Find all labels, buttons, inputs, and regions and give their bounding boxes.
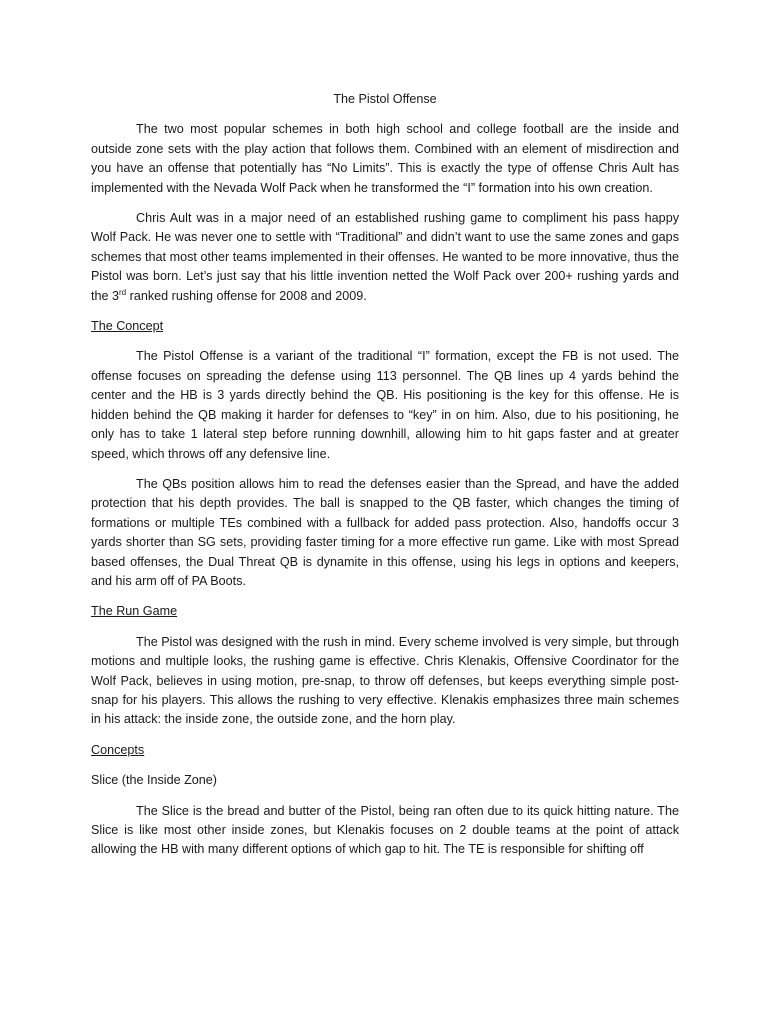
concept-paragraph-2: The QBs position allows him to read the defenses easier than the Spread, and have the added protection that his depth provides. The ball is snapped to the QB faster, which changes the timing of formations or multiple TEs combined with a fullback for added pass protection. Also, handoffs occur 3 yards shorter than SG sets, providing faster timing for a more effective run game. Like with most Spread based offenses, the Dual Threat QB is dynamite in this offense, using his legs in options and keepers, and his arm off of PA Boots. bbox=[91, 476, 679, 588]
concept-paragraph-1: The Pistol Offense is a variant of the traditional “I” formation, except the FB is not used. The offense focuses on spreading the defense using 113 personnel. The QB lines up 4 yards behind the center and the HB is 3 yards directly behind the QB. His positioning is the key for this offense. He is hidden behind the QB making it harder for defenses to “key” in on him. Also, due to his positioning, he only has to take 1 lateral step before running downhill, allowing him to hit gaps faster and at greater speed, which throws off any defensive line. bbox=[91, 349, 679, 461]
intro-paragraph-1: The two most popular schemes in both high school and college football are the inside and outside zone sets with the play action that follows them. Combined with an element of misdirection and you have an offense that potentially has “No Limits”. This is exactly the type of offense Chris Ault has implemented with the Nevada Wolf Pack when he transformed the “I” formation into his own creation. bbox=[91, 122, 679, 195]
section-heading-concept: The Concept bbox=[91, 319, 164, 334]
slice-paragraph-1: The Slice is the bread and butter of the Pistol, being ran often due to its quick hitting nature. The Slice is like most other inside zones, but Klenakis focuses on 2 double teams at the point of attack allowing the HB with many different options of which gap to hit. The TE is responsible for shifting off bbox=[91, 803, 679, 857]
run-game-paragraph-1: The Pistol was designed with the rush in mind. Every scheme involved is very simple, but through motions and multiple looks, the rushing game is effective. Chris Klenakis, Offensive Coordinator for the Wolf Pack, believes in using motion, pre-snap, to throw off defenses, but keeps everything simple post-snap for his players. This allows the rushing to very effective. Klenakis emphasizes three main schemes in his attack: the inside zone, the outside zone, and the horn play. bbox=[91, 634, 679, 727]
section-heading-run-game: The Run Game bbox=[91, 604, 178, 619]
intro-paragraph-2-end: ranked rushing offense for 2008 and 2009. bbox=[126, 288, 367, 303]
document-title: The Pistol Offense bbox=[333, 92, 437, 106]
intro-paragraph-2 bbox=[91, 209, 679, 306]
ordinal-superscript: rd bbox=[119, 287, 127, 297]
intro-paragraph-2-text: Chris Ault was in a major need of an established rushing game to compliment his pass happy Wolf Pack. He was never one to settle with “Traditional” and didn’t want to use the same zones and gaps schemes that most other teams implemented in their offenses. He wanted to be more innovative, thus the Pistol was born. Let’s just say that his little invention netted the Wolf Pack over 200+ rushing yards and the 3 bbox=[91, 211, 679, 303]
document-page bbox=[91, 90, 679, 871]
subheading-slice: Slice (the Inside Zone) bbox=[91, 773, 217, 788]
section-heading-concepts: Concepts bbox=[91, 742, 145, 757]
